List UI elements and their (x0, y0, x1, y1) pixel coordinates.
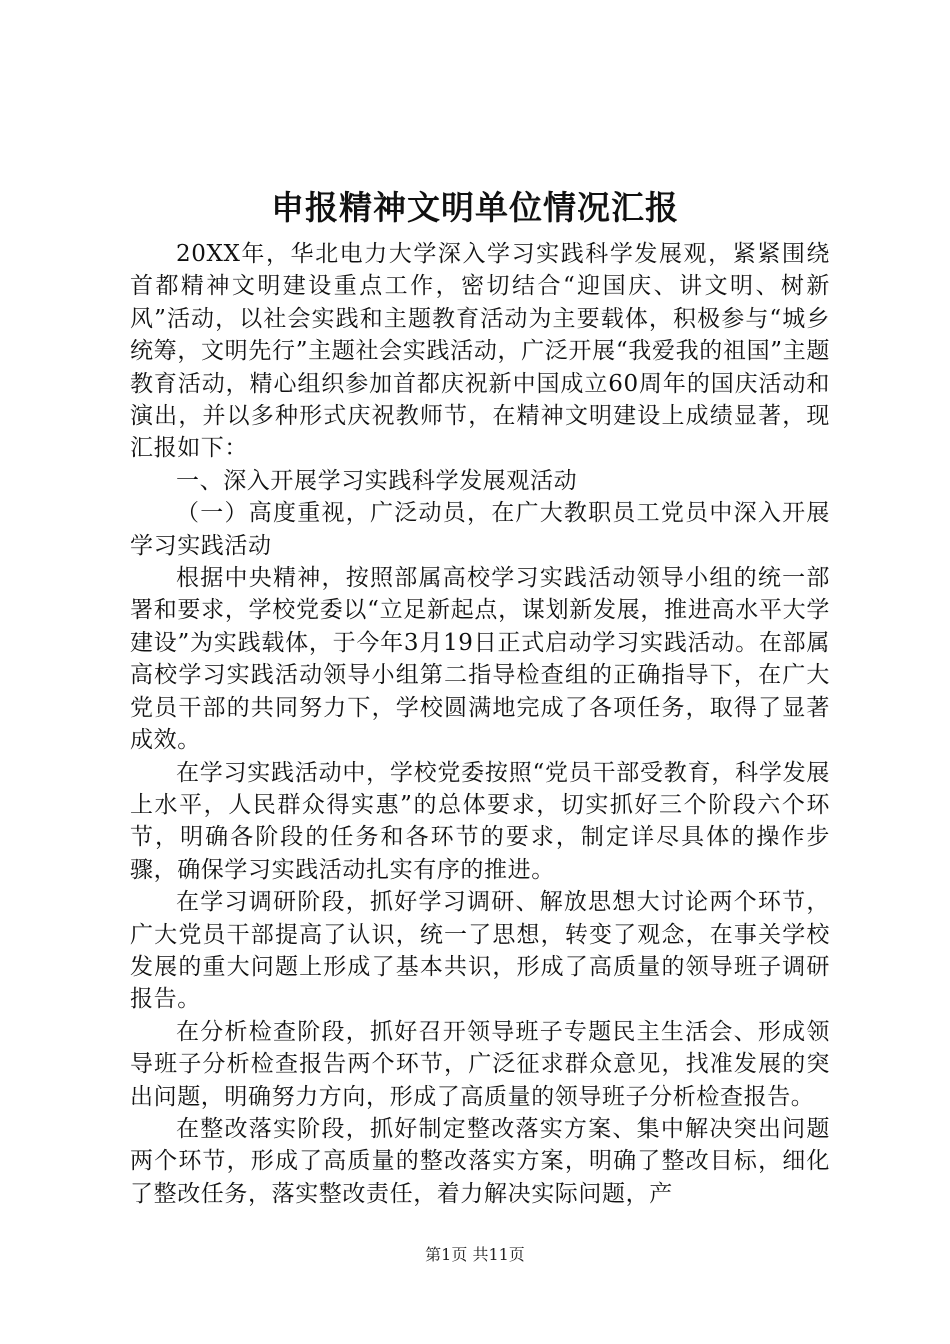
subsection-heading: （一）高度重视，广泛动员，在广大教职员工党员中深入开展学习实践活动 (130, 500, 830, 559)
page-number: 第1页 共11页 (425, 1245, 525, 1264)
body-paragraph: 20XX年，华北电力大学深入学习实践科学发展观，紧紧围绕首都精神文明建设重点工作，密切结合“迎国庆、讲文明、树新风”活动，以社会实践和主题教育活动为主要载体，积极参与“城乡统筹，文明先行”主题社会实践活动，广泛开展“我爱我的祖国”主题教育活动，精心组织参加首都庆祝新中国成立60周年的国庆活动和演出，并以多种形式庆祝教师节，在精神文明建设上成绩显著，现汇报如下： (130, 241, 830, 462)
body-paragraph: 在学习调研阶段，抓好学习调研、解放思想大讨论两个环节，广大党员干部提高了认识，统一了思想，转变了观念，在事关学校发展的重大问题上形成了基本共识，形成了高质量的领导班子调研报告。 (130, 889, 830, 1013)
body-paragraph: 在分析检查阶段，抓好召开领导班子专题民主生活会、形成领导班子分析检查报告两个环节，广泛征求群众意见，找准发展的突出问题，明确努力方向，形成了高质量的领导班子分析检查报告。 (130, 1018, 830, 1110)
section-heading: 一、深入开展学习实践科学发展观活动 (176, 467, 578, 494)
document-body (130, 238, 830, 1210)
body-paragraph: 在学习实践活动中，学校党委按照“党员干部受教育，科学发展上水平，人民群众得实惠”的总体要求，切实抓好三个阶段六个环节，明确各阶段的任务和各环节的要求，制定详尽具体的操作步骤，确保学习实践活动扎实有序的推进。 (130, 759, 830, 883)
body-paragraph: 在整改落实阶段，抓好制定整改落实方案、集中解决突出问题两个环节，形成了高质量的整改落实方案，明确了整改目标，细化了整改任务，落实整改责任，着力解决实际问题，产 (130, 1115, 830, 1207)
document-title: 申报精神文明单位情况汇报 (271, 188, 679, 227)
body-paragraph: 根据中央精神，按照部属高校学习实践活动领导小组的统一部署和要求，学校党委以“立足新起点，谋划新发展，推进高水平大学建设”为实践载体，于今年3月19日正式启动学习实践活动。在部属高校学习实践活动领导小组第二指导检查组的正确指导下，在广大党员干部的共同努力下，学校圆满地完成了各项任务，取得了显著成效。 (130, 565, 830, 754)
